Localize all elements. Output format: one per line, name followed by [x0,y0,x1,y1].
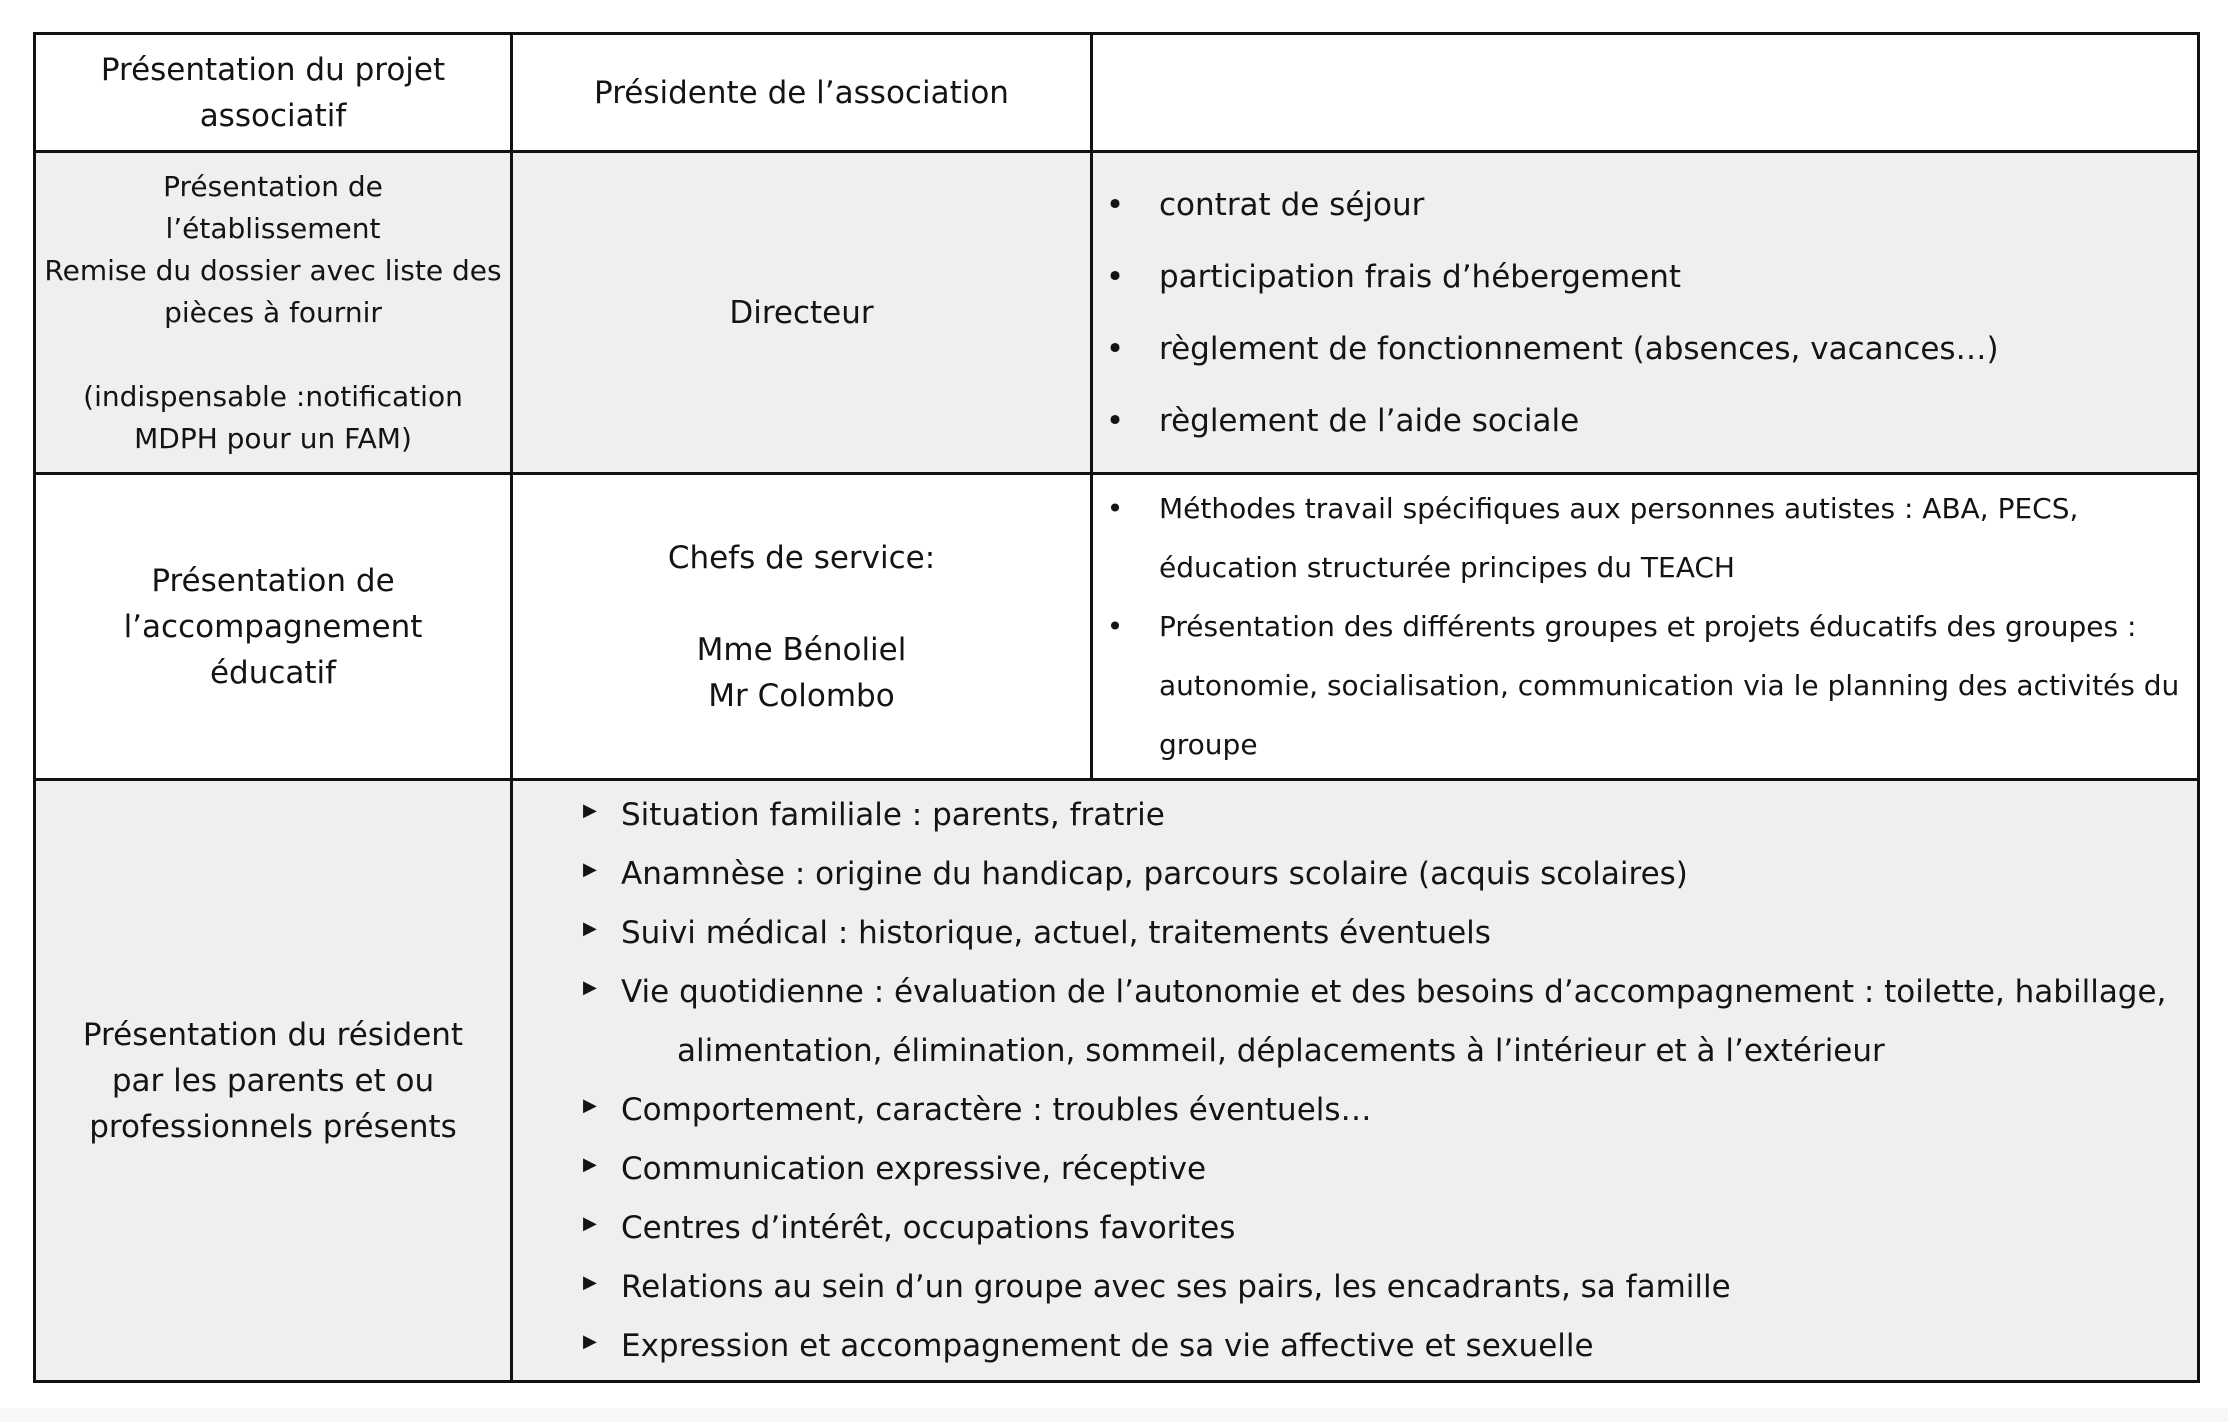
list-item-text: Anamnèse : origine du handicap, parcours scolaire (acquis scolaires) [621,855,1688,892]
list-item [513,1199,2197,1258]
row-label-line: Présentation de [151,562,395,599]
row-label-line: Présentation du résident [82,1016,464,1053]
list-item-text: règlement de l’aide sociale [1159,402,1580,439]
list-item [1093,479,2197,597]
row-label-cell [35,474,512,780]
triangle-right-icon: ▶ [583,1330,597,1352]
list-item-text: Expression et accompagnement de sa vie affective et sexuelle [621,1327,1594,1364]
table-row [35,152,2199,474]
responsible-cell [512,474,1092,780]
list-item-text: Centres d’intérêt, occupations favorites [621,1209,1236,1246]
list-item [513,1317,2197,1376]
row-label-line: Remise du dossier avec liste des [44,253,502,287]
table-row [35,780,2199,1382]
row-label-line: l’établissement [165,211,381,245]
list-item-line: Méthodes travail spécifiques aux personnes autistes : ABA, PECS, [1159,492,2079,525]
responsible-name: Mme Bénoliel [696,631,907,668]
list-item-text: Situation familiale : parents, fratrie [621,796,1165,833]
details-cell [1092,474,2199,780]
list-item-text: contrat de séjour [1159,186,1425,223]
list-item-line: Présentation des différents groupes et projets éducatifs des groupes : [1159,610,2137,643]
bullet-dot-icon: • [1106,492,1124,525]
bullet-dot-icon: • [1105,402,1125,439]
responsible-text: Directeur [729,294,874,331]
list-item-line: alimentation, élimination, sommeil, déplacements à l’intérieur et à l’extérieur [677,1032,1885,1069]
resident-topics-list [513,786,2197,1376]
triangle-right-icon: ▶ [583,976,597,998]
list-item [513,1258,2197,1317]
list-item [513,1081,2197,1140]
bullet-dot-icon: • [1105,330,1125,367]
bullet-dot-icon: • [1106,610,1124,643]
row-label-cell [35,780,512,1382]
list-item [1093,326,2197,372]
triangle-right-icon: ▶ [583,1271,597,1293]
list-item-text: participation frais d’hébergement [1159,258,1682,295]
list-item [513,963,2197,1081]
spacer [36,334,510,376]
list-item [513,845,2197,904]
responsible-cell [512,34,1092,152]
table-row [35,474,2199,780]
list-item-text: règlement de fonctionnement (absences, vacances…) [1159,330,1999,367]
list-item-text: Relations au sein d’un groupe avec ses pairs, les encadrants, sa famille [621,1268,1731,1305]
list-item-line: Vie quotidienne : évaluation de l’autonomie et des besoins d’accompagnement : toilette, habillage, [621,973,2167,1010]
bullet-dot-icon: • [1105,186,1125,223]
list-item [1093,182,2197,228]
responsible-name: Mr Colombo [708,677,895,714]
list-item-text: Communication expressive, réceptive [621,1150,1207,1187]
list-item-text: Comportement, caractère : troubles éventuels… [621,1091,1372,1128]
responsible-text: Présidente de l’association [594,74,1009,111]
triangle-right-icon: ▶ [583,858,597,880]
list-item [1093,254,2197,300]
list-item-line: autonomie, socialisation, communication via le planning des activités du [1159,669,2180,702]
row-label-cell [35,152,512,474]
list-item [1093,597,2197,774]
details-cell-wide [512,780,2199,1382]
admission-table [33,32,2200,1383]
details-cell [1092,152,2199,474]
row-label-line: Présentation du projet [100,51,446,88]
list-item [513,786,2197,845]
details-cell-empty [1092,34,2199,152]
triangle-right-icon: ▶ [583,1212,597,1234]
row-label-line: l’accompagnement [123,608,423,645]
row-label-line: par les parents et ou [111,1062,435,1099]
row-label-line: pièces à fournir [164,295,382,329]
list-item [1093,398,2197,444]
row-label-line: Présentation de [163,169,383,203]
triangle-right-icon: ▶ [583,1094,597,1116]
details-list [1093,479,2197,774]
row-label-cell [35,34,512,152]
table-row [35,34,2199,152]
details-list [1093,182,2197,444]
list-item-line: groupe [1159,728,1258,761]
responsible-cell [512,152,1092,474]
row-label-line: professionnels présents [89,1108,457,1145]
row-label-note: MDPH pour un FAM) [134,421,412,455]
row-label-line: associatif [199,97,347,134]
triangle-right-icon: ▶ [583,1153,597,1175]
triangle-right-icon: ▶ [583,917,597,939]
bullet-dot-icon: • [1105,258,1125,295]
list-item-text: Suivi médical : historique, actuel, traitements éventuels [621,914,1491,951]
triangle-right-icon: ▶ [583,799,597,821]
list-item [513,1140,2197,1199]
row-label-note: (indispensable :notification [83,379,463,413]
spacer [513,581,1090,627]
row-label-line: éducatif [209,654,337,691]
list-item [513,904,2197,963]
list-item-line: éducation structurée principes du TEACH [1159,551,1735,584]
responsible-title: Chefs de service: [667,539,936,576]
